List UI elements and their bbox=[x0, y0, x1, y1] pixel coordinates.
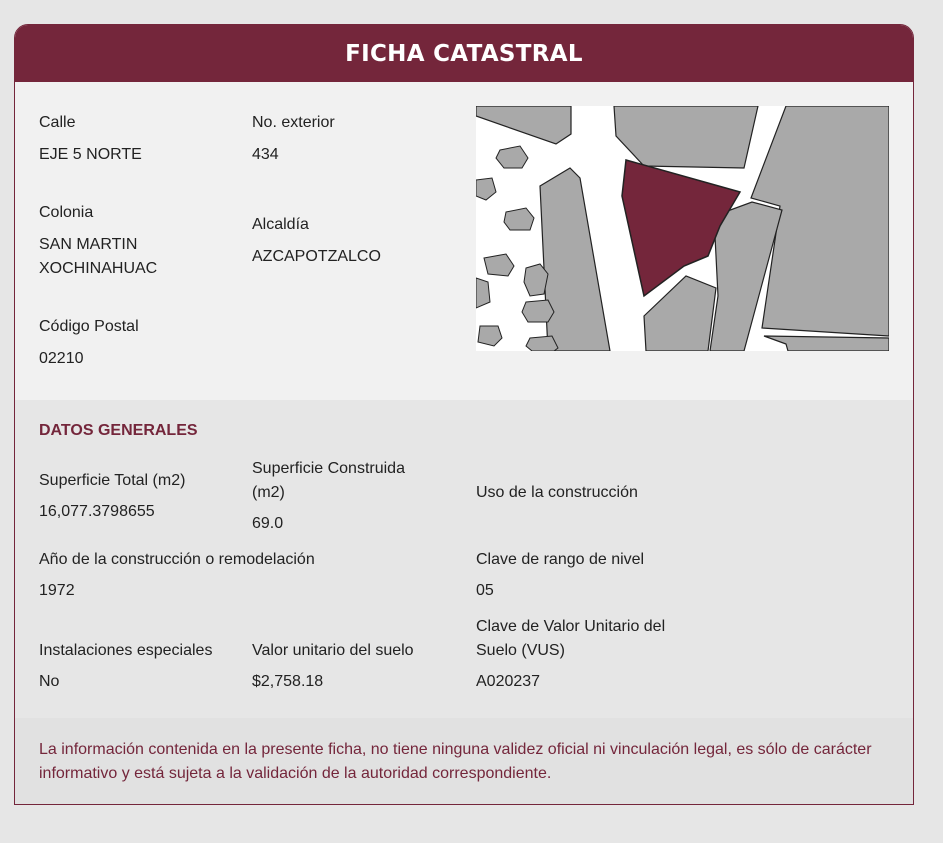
rango-label: Clave de rango de nivel bbox=[476, 551, 645, 568]
calle-label: Calle bbox=[39, 114, 76, 131]
sup-const-label-line2: (m2) bbox=[252, 484, 285, 501]
address-section bbox=[15, 82, 913, 400]
sup-total-value: 16,077.3798655 bbox=[39, 503, 155, 520]
general-data-section bbox=[15, 400, 913, 718]
alcaldia-label: Alcaldía bbox=[252, 216, 309, 233]
card-header bbox=[15, 25, 913, 82]
sup-const-value: 69.0 bbox=[252, 515, 284, 532]
colonia-value-line1: SAN MARTIN bbox=[39, 236, 138, 253]
anio-label: Año de la construcción o remodelación bbox=[39, 551, 315, 568]
sup-total-label: Superficie Total (m2) bbox=[39, 472, 186, 489]
valor-value: $2,758.18 bbox=[252, 673, 324, 690]
building bbox=[524, 264, 548, 296]
anio-value: 1972 bbox=[39, 582, 75, 599]
uso-label: Uso de la construcción bbox=[476, 484, 638, 501]
building bbox=[526, 336, 558, 351]
colonia-value-line2: XOCHINAHUAC bbox=[39, 260, 158, 277]
valor-label: Valor unitario del suelo bbox=[252, 642, 414, 659]
colonia-label: Colonia bbox=[39, 204, 94, 221]
parcel-map[interactable] bbox=[476, 106, 889, 351]
building bbox=[522, 300, 554, 322]
alcaldia-value: AZCAPOTZALCO bbox=[252, 248, 381, 265]
section-title-datos-generales: DATOS GENERALES bbox=[39, 422, 198, 439]
cadastral-card bbox=[14, 24, 914, 805]
exterior-label: No. exterior bbox=[252, 114, 335, 131]
cp-label: Código Postal bbox=[39, 318, 139, 335]
parcel-map-svg bbox=[476, 106, 889, 351]
vus-value: A020237 bbox=[476, 673, 541, 690]
inst-value: No bbox=[39, 673, 60, 690]
card-title: FICHA CATASTRAL bbox=[345, 40, 583, 67]
disclaimer-section bbox=[15, 718, 913, 805]
rango-value: 05 bbox=[476, 582, 494, 599]
inst-label: Instalaciones especiales bbox=[39, 642, 213, 659]
exterior-value: 434 bbox=[252, 146, 279, 163]
vus-label-line1: Clave de Valor Unitario del bbox=[476, 618, 666, 635]
cp-value: 02210 bbox=[39, 350, 84, 367]
sup-const-label-line1: Superficie Construida bbox=[252, 460, 405, 477]
calle-value: EJE 5 NORTE bbox=[39, 146, 142, 163]
vus-label-line2: Suelo (VUS) bbox=[476, 642, 565, 659]
disclaimer-text: La información contenida en la presente ficha, no tiene ninguna validez oficial ni vinculación legal, es sólo de carácter informativo y está sujeta a la validación de la autoridad correspondiente. bbox=[39, 741, 872, 782]
